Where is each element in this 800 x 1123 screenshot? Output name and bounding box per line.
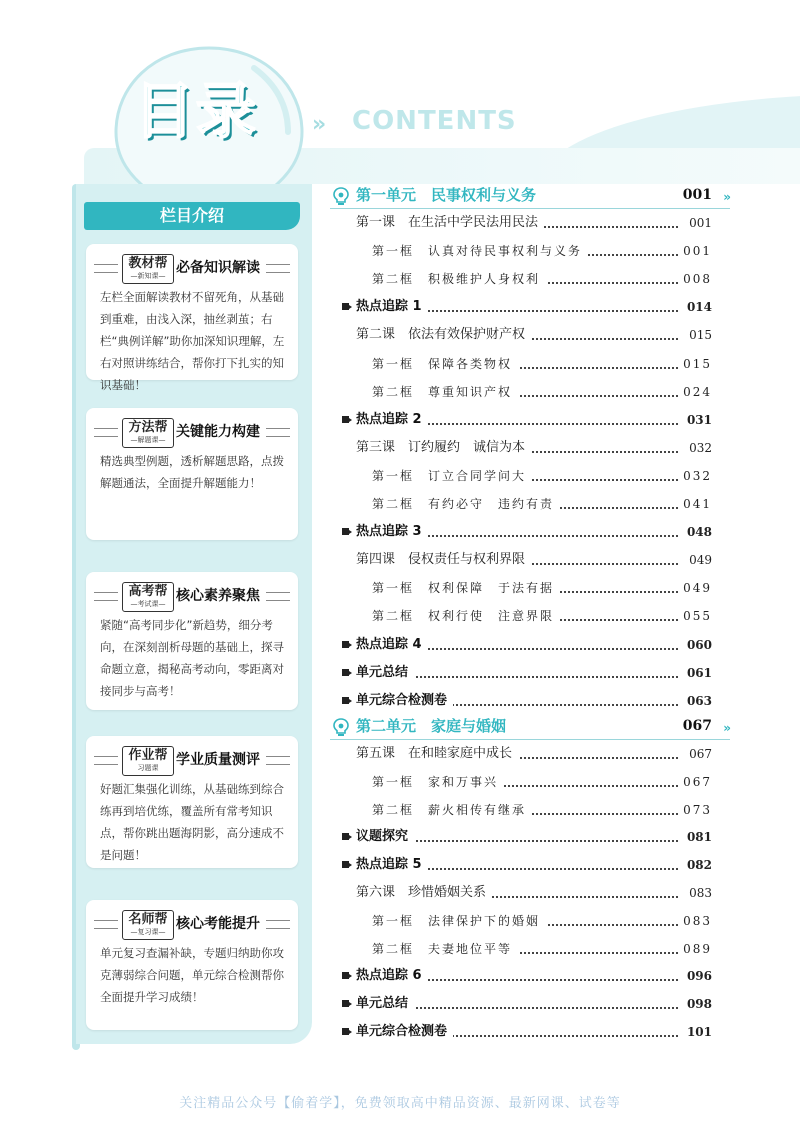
- bullet-arrow-icon: [349, 305, 352, 309]
- double-line-decoration: [266, 428, 290, 437]
- column-intro-header: 栏目介绍: [84, 202, 300, 230]
- toc-page-number: 015: [689, 328, 712, 342]
- toc-entry-label: 第五课 在和睦家庭中成长: [356, 743, 518, 765]
- bullet-arrow-icon: [349, 699, 352, 703]
- toc-page-number: 089: [683, 942, 712, 956]
- toc-page-number: 001: [683, 244, 712, 258]
- toc-entry-label: 第一框 认真对待民事权利与义务: [372, 240, 588, 262]
- toc-entry-special[interactable]: [342, 690, 712, 712]
- toc-page-number: 049: [689, 553, 712, 567]
- bullet-arrow-icon: [349, 418, 352, 422]
- double-chevron-icon: »: [723, 721, 728, 735]
- unit-title: 第二单元 家庭与婚姻: [356, 717, 507, 735]
- toc-page-number: 073: [683, 803, 712, 817]
- toc-page-number: 083: [683, 914, 712, 928]
- toc-entry-label: 热点追踪 6: [356, 965, 428, 987]
- toc-page-number: 096: [686, 969, 712, 983]
- toc-entry-frame[interactable]: [372, 605, 712, 627]
- toc-entry-frame[interactable]: [372, 268, 712, 290]
- bullet-arrow-icon: [349, 643, 352, 647]
- bullet-arrow-icon: [349, 1030, 352, 1034]
- toc-entry-frame[interactable]: [372, 353, 712, 375]
- toc-entry-special[interactable]: [342, 662, 712, 684]
- card-description: 精选典型例题，透析解题思路，点拨解题通法，全面提升解题能力！: [100, 454, 284, 490]
- toc-entry-label: 单元综合检测卷: [356, 1021, 453, 1043]
- toc-page-number: 083: [689, 886, 712, 900]
- toc-entry-label: 第一框 权利保障 于法有据: [372, 577, 560, 599]
- card-subtitle: 必备知识解读: [176, 260, 260, 276]
- toc-page-number: 049: [683, 581, 712, 595]
- column-card-homework: [86, 736, 298, 868]
- toc-page-number: 101: [686, 1025, 712, 1039]
- toc-entry-special[interactable]: [342, 965, 712, 987]
- toc-page-number: 081: [686, 830, 712, 844]
- unit-page-number: 067: [682, 718, 712, 734]
- toc-page-number: 008: [683, 272, 712, 286]
- bullet-square-icon: [342, 972, 349, 979]
- toc-entry-frame[interactable]: [372, 465, 712, 487]
- toc-entry-label: 第三课 订约履约 诚信为本: [356, 437, 531, 459]
- toc-entry-label: 单元综合检测卷: [356, 690, 453, 712]
- toc-entry-lesson[interactable]: [356, 882, 712, 904]
- bullet-square-icon: [342, 641, 349, 648]
- card-title: [86, 582, 298, 612]
- double-line-decoration: [94, 264, 118, 273]
- toc-entry-lesson[interactable]: [356, 437, 712, 459]
- toc-page-number: 061: [686, 666, 712, 680]
- toc-entry-special[interactable]: [342, 296, 712, 318]
- card-badge: 方法帮 —解题课—: [122, 418, 174, 448]
- toc-entry-label: 热点追踪 3: [356, 521, 428, 543]
- toc-entry-special[interactable]: [342, 1021, 712, 1043]
- toc-entry-label: 第二框 薪火相传有继承: [372, 799, 532, 821]
- bullet-square-icon: [342, 528, 349, 535]
- double-line-decoration: [94, 428, 118, 437]
- bullet-square-icon: [342, 697, 349, 704]
- toc-entry-frame[interactable]: [372, 771, 712, 793]
- toc-entry-label: 第一课 在生活中学民法用民法: [356, 212, 544, 234]
- bullet-square-icon: [342, 833, 349, 840]
- bulb-icon: [332, 717, 350, 737]
- double-line-decoration: [266, 264, 290, 273]
- toc-page-number: 098: [686, 997, 712, 1011]
- toc-entry-special[interactable]: [342, 521, 712, 543]
- column-card-teacher: [86, 900, 298, 1030]
- toc-entry-label: 热点追踪 5: [356, 854, 428, 876]
- card-subtitle: 核心素养聚焦: [176, 588, 260, 604]
- toc-page-number: 032: [689, 441, 712, 455]
- double-line-decoration: [266, 756, 290, 765]
- bullet-square-icon: [342, 303, 349, 310]
- bullet-square-icon: [342, 861, 349, 868]
- card-badge: 高考帮 —考试课—: [122, 582, 174, 612]
- toc-page-number: 067: [683, 775, 712, 789]
- toc-page-number: 001: [689, 216, 712, 230]
- toc-entry-frame[interactable]: [372, 938, 712, 960]
- toc-page-number: 060: [686, 638, 712, 652]
- footer-notice: 关注精品公众号【偷着学】，免费领取高中精品资源、最新网课、试卷等: [179, 1096, 621, 1111]
- toc-entry-label: 第二框 有约必守 违约有责: [372, 493, 560, 515]
- card-description: 紧随“高考同步化”新趋势，细分考向，在深刻剖析母题的基础上，探寻命题立意，揭秘高考动向，零距离对接同步与高考！: [100, 618, 284, 698]
- toc-entry-label: 第二框 积极维护人身权利: [372, 268, 546, 290]
- bullet-arrow-icon: [349, 530, 352, 534]
- toc-entry-label: 热点追踪 4: [356, 634, 428, 656]
- toc-page-number: 067: [689, 747, 712, 761]
- double-line-decoration: [266, 592, 290, 601]
- card-title: [86, 910, 298, 940]
- toc-entry-frame[interactable]: [372, 577, 712, 599]
- unit-heading-2[interactable]: [330, 715, 730, 740]
- toc-page-number: 063: [686, 694, 712, 708]
- bullet-square-icon: [342, 669, 349, 676]
- bullet-square-icon: [342, 1000, 349, 1007]
- unit-title: 第一单元 民事权利与义务: [356, 186, 537, 204]
- toc-entry-label: 热点追踪 2: [356, 409, 428, 431]
- toc-entry-special[interactable]: [342, 634, 712, 656]
- toc-entry-frame[interactable]: [372, 240, 712, 262]
- card-description: 单元复习查漏补缺，专题归纳助你攻克薄弱综合问题，单元综合检测帮你全面提升学习成绩！: [100, 946, 284, 1004]
- toc-page-number: 014: [686, 300, 712, 314]
- card-title: [86, 746, 298, 776]
- card-title: [86, 418, 298, 448]
- toc-entry-frame[interactable]: [372, 910, 712, 932]
- toc-entry-label: 第二框 夫妻地位平等: [372, 938, 518, 960]
- toc-entry-frame[interactable]: [372, 381, 712, 403]
- double-line-decoration: [94, 592, 118, 601]
- bullet-arrow-icon: [349, 974, 352, 978]
- double-line-decoration: [266, 920, 290, 929]
- toc-entry-label: 热点追踪 1: [356, 296, 428, 318]
- double-line-decoration: [94, 920, 118, 929]
- card-subtitle: 关键能力构建: [176, 424, 260, 440]
- toc-page-number: 024: [683, 385, 712, 399]
- card-badge: 作业帮 习题课: [122, 746, 174, 776]
- toc-entry-label: 第一框 家和万事兴: [372, 771, 504, 793]
- toc-page-number: 082: [686, 858, 712, 872]
- toc-page-number: 041: [683, 497, 712, 511]
- toc-entry-label: 议题探究: [356, 826, 414, 848]
- toc-entry-frame[interactable]: [372, 493, 712, 515]
- toc-page-number: 032: [683, 469, 712, 483]
- bullet-arrow-icon: [349, 863, 352, 867]
- bulb-icon: [332, 186, 350, 206]
- toc-entry-lesson[interactable]: [356, 324, 712, 346]
- toc-entry-label: 第一框 订立合同学问大: [372, 465, 532, 487]
- contents-heading: CONTENTS: [352, 106, 517, 136]
- toc-entry-label: 第四课 侵权责任与权利界限: [356, 549, 531, 571]
- toc-page-number: 015: [683, 357, 712, 371]
- toc-entry-lesson[interactable]: [356, 549, 712, 571]
- card-subtitle: 核心考能提升: [176, 916, 260, 932]
- card-description: 好题汇集强化训练，从基础练到综合练再到培优练，覆盖所有常考知识点，帮你跳出题海阴影，高分速成不是问题！: [100, 782, 284, 862]
- toc-entry-special[interactable]: [342, 993, 712, 1015]
- card-subtitle: 学业质量测评: [176, 752, 260, 768]
- toc-page-number: 048: [686, 525, 712, 539]
- column-card-method: [86, 408, 298, 540]
- bullet-square-icon: [342, 416, 349, 423]
- toc-entry-lesson[interactable]: [356, 212, 712, 234]
- card-badge: 名师帮 —复习课—: [122, 910, 174, 940]
- toc-entry-label: 第一框 法律保护下的婚姻: [372, 910, 546, 932]
- double-chevron-icon: »: [312, 112, 323, 137]
- toc-entry-label: 第二课 依法有效保护财产权: [356, 324, 531, 346]
- toc-page-number: 031: [686, 413, 712, 427]
- double-line-decoration: [94, 756, 118, 765]
- toc-entry-label: 第一框 保障各类物权: [372, 353, 518, 375]
- card-badge: 教材帮 —新知课—: [122, 254, 174, 284]
- toc-entry-label: 第六课 珍惜婚姻关系: [356, 882, 492, 904]
- page-title: 目录: [134, 77, 258, 147]
- column-card-exam: [86, 572, 298, 710]
- toc-entry-lesson[interactable]: [356, 743, 712, 765]
- toc-entry-special[interactable]: [342, 826, 712, 848]
- toc-entry-label: 第二框 尊重知识产权: [372, 381, 518, 403]
- toc-entry-label: 第二框 权利行使 注意界限: [372, 605, 560, 627]
- toc-entry-label: 单元总结: [356, 993, 414, 1015]
- unit-page-number: 001: [682, 187, 712, 203]
- bullet-arrow-icon: [349, 671, 352, 675]
- card-description: 左栏全面解读教材不留死角，从基础到重难，由浅入深，抽丝剥茧；右栏“典例详解”助你加深知识理解，左右对照讲练结合，帮你打下扎实的知识基础！: [100, 290, 285, 392]
- column-card-textbook: [86, 244, 298, 392]
- toc-entry-frame[interactable]: [372, 799, 712, 821]
- unit-heading-1[interactable]: [330, 184, 730, 209]
- bullet-arrow-icon: [349, 835, 352, 839]
- bullet-arrow-icon: [349, 1002, 352, 1006]
- toc-entry-special[interactable]: [342, 409, 712, 431]
- bullet-square-icon: [342, 1028, 349, 1035]
- double-chevron-icon: »: [723, 190, 728, 204]
- card-title: [86, 254, 298, 284]
- toc-entry-label: 单元总结: [356, 662, 414, 684]
- toc-entry-special[interactable]: [342, 854, 712, 876]
- toc-page-number: 055: [683, 609, 712, 623]
